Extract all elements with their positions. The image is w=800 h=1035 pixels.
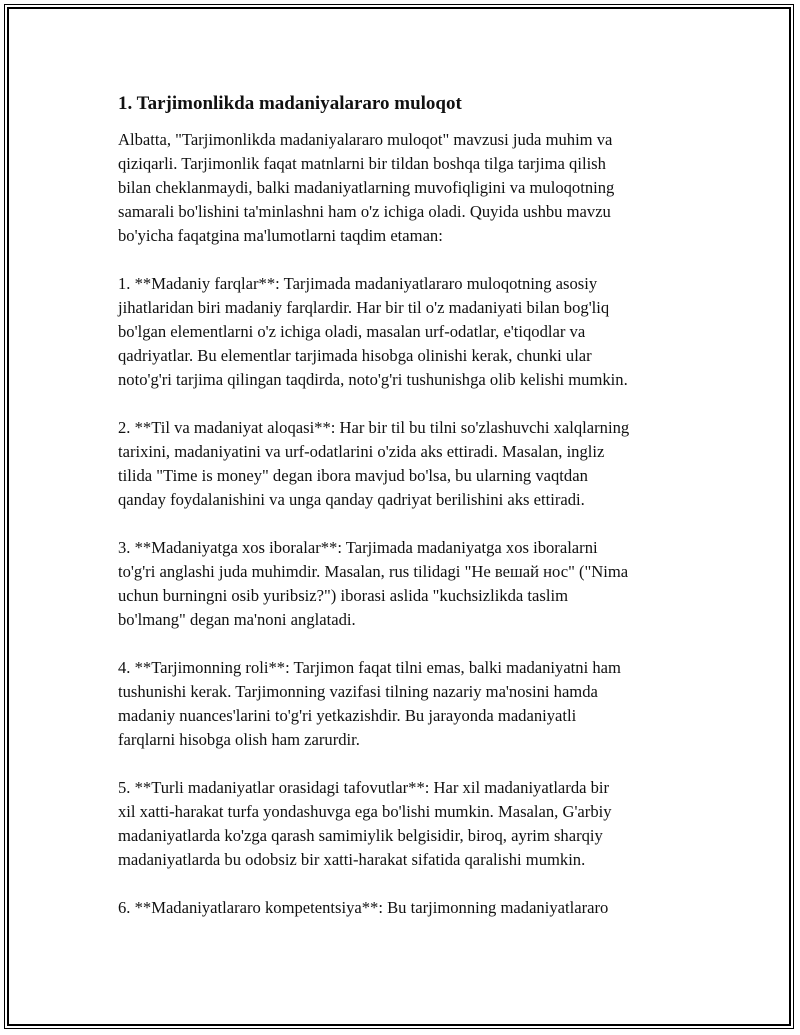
paragraph-spacer [118,752,708,776]
paragraph-spacer [118,512,708,536]
point-1-paragraph: 1. **Madaniy farqlar**: Tarjimada madaniyatlararo muloqotning asosiy jihatlaridan biri madaniy farqlardir. Har bir til o'z madaniyati bilan bog'liq bo'lgan elementlarni o'z ichiga oladi, masalan urf-odatlar, e'tiqodlar va qadriyatlar. Bu elementlar tarjimada hisobga olinishi kerak, chunki ular noto'g'ri tarjima qilingan taqdirda, noto'g'ri tushunishga olib kelishi mumkin. [118,274,628,389]
document-body [118,92,708,920]
paragraph-spacer [118,872,708,896]
point-6-paragraph: 6. **Madaniyatlararo kompetentsiya**: Bu tarjimonning madaniyatlararo [118,898,609,917]
document-title: 1. Tarjimonlikda madaniyalararo muloqot [118,93,462,114]
point-5-paragraph: 5. **Turli madaniyatlar orasidagi tafovutlar**: Har xil madaniyatlarda bir xil xatti-harakat turfa yondashuvga ega bo'lishi mumkin. Masalan, G'arbiy madaniyatlarda ko'zga qarash samimiylik belgisidir, biroq, ayrim sharqiy madaniyatlarda bu odobsiz bir xatti-harakat sifatida qaralishi mumkin. [118,778,612,869]
point-4-paragraph: 4. **Tarjimonning roli**: Tarjimon faqat tilni emas, balki madaniyatni ham tushunishi kerak. Tarjimonning vazifasi tilning nazariy ma'nosini hamda madaniy nuances'larini to'g'ri yetkazishdir. Bu jarayonda madaniyatli farqlarni hisobga olish ham zarurdir. [118,658,621,749]
paragraph-spacer [118,392,708,416]
point-2-paragraph: 2. **Til va madaniyat aloqasi**: Har bir til bu tilni so'zlashuvchi xalqlarning tarixini, madaniyatini va urf-odatlarini o'zida aks ettiradi. Masalan, ingliz tilida "Time is money" degan ibora mavjud bo'lsa, bu ularning vaqtdan qanday foydalanishini va unga qanday qadriyat berilishini aks ettiradi. [118,418,630,509]
point-3-paragraph: 3. **Madaniyatga xos iboralar**: Tarjimada madaniyatga xos iboralarni to'g'ri anglashi juda muhimdir. Masalan, rus tilidagi "Не вешай нос" ("Nima uchun burningni osib yuribsiz?") iborasi aslida "kuchsizlikda taslim bo'lmang" degan ma'noni anglatadi. [118,538,629,629]
intro-paragraph: Albatta, "Tarjimonlikda madaniyalararo muloqot" mavzusi juda muhim va qiziqarli. Tarjimonlik faqat matnlarni bir tildan boshqa tilga tarjima qilish bilan cheklanmaydi, balki madaniyatlarning muvofiqligini va muloqotning samarali bo'lishini ta'minlashni ham o'z ichiga oladi. Quyida ushbu mavzu bo'yicha faqatgina ma'lumotlarni taqdim etaman: [118,130,615,245]
paragraph-spacer [118,632,708,656]
paragraph-spacer [118,248,708,272]
